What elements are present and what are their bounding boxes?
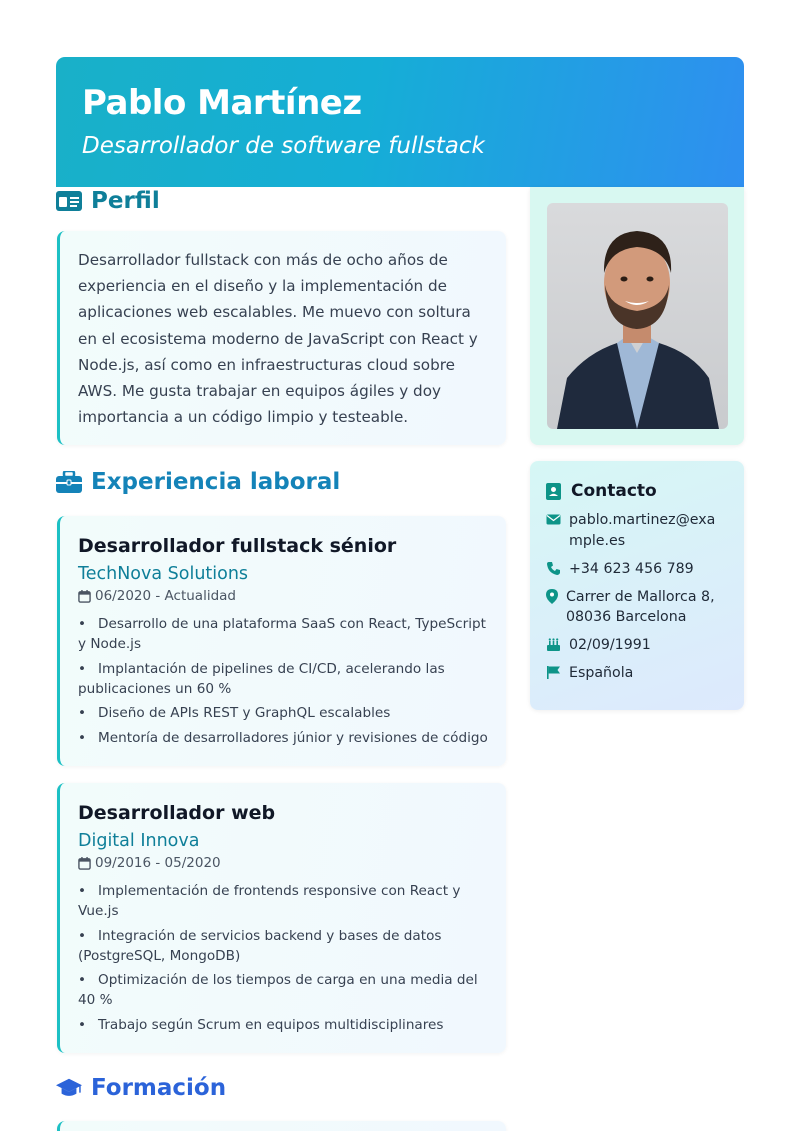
contact-title: Contacto (571, 481, 657, 501)
job-dates-text: 06/2020 - Actualidad (95, 588, 236, 604)
education-section-title (56, 1075, 226, 1101)
contact-email[interactable]: pablo.martinez@example.es (569, 512, 716, 549)
job-company: TechNova Solutions (78, 564, 249, 584)
job-dates (78, 853, 488, 873)
list-item: • Implementación de frontends responsive con React y Vue.js (78, 881, 488, 921)
education-card (57, 1121, 506, 1131)
person-role: Desarrollador de software fullstack (82, 133, 485, 159)
header-banner (56, 57, 744, 187)
contact-nationality-row (546, 663, 728, 684)
contact-birthdate-row (546, 635, 728, 656)
job-card (57, 516, 506, 766)
calendar-icon (78, 857, 91, 870)
id-card-icon (56, 190, 82, 212)
profile-title: Perfil (91, 188, 160, 214)
job-dates (78, 586, 488, 606)
map-marker-icon (546, 589, 558, 604)
address-book-icon (546, 483, 561, 500)
job-title: Desarrollador fullstack sénior (78, 535, 397, 557)
list-item: • Integración de servicios backend y bases de datos (PostgreSQL, MongoDB) (78, 926, 488, 966)
job-bullets (78, 614, 488, 748)
contact-address: Carrer de Mallorca 8, 08036 Barcelona (566, 588, 715, 625)
person-name: Pablo Martínez (82, 83, 362, 123)
contact-address-row (546, 587, 728, 628)
briefcase-icon (56, 471, 82, 493)
calendar-icon (78, 590, 91, 603)
list-item: • Desarrollo de una plataforma SaaS con React, TypeScript y Node.js (78, 614, 488, 654)
job-card (57, 783, 506, 1053)
experience-title: Experiencia laboral (91, 469, 341, 495)
birthday-cake-icon (546, 637, 561, 652)
graduation-cap-icon (56, 1077, 82, 1099)
list-item: • Diseño de APIs REST y GraphQL escalables (78, 703, 488, 723)
contact-nationality: Española (569, 665, 634, 681)
contact-email-row (546, 510, 728, 551)
contact-birthdate: 02/09/1991 (569, 637, 651, 653)
contact-phone-row (546, 559, 728, 580)
profile-text: Desarrollador fullstack con más de ocho años de experiencia en el diseño y la implementación de aplicaciones web escalables. Me muevo con soltura en el ecosistema moderno de JavaScript con React y Node.js, así como en infraestructuras cloud sobre AWS. Me gusta trabajar en equipos ágiles y doy importancia a un código limpio y testeable. (78, 251, 478, 427)
job-dates-text: 09/2016 - 05/2020 (95, 855, 221, 871)
contact-phone[interactable]: +34 623 456 789 (569, 560, 694, 577)
contact-title-row (546, 481, 728, 501)
list-item: • Mentoría de desarrolladores júnior y revisiones de código (78, 728, 488, 748)
education-title: Formación (91, 1075, 227, 1101)
list-item: • Implantación de pipelines de CI/CD, acelerando las publicaciones un 60 % (78, 659, 488, 699)
profile-section-title (56, 188, 160, 214)
envelope-icon (546, 512, 561, 527)
experience-section-title (56, 469, 340, 495)
profile-photo (547, 203, 728, 429)
list-item: • Optimización de los tiempos de carga en una media del 40 % (78, 970, 488, 1010)
job-title: Desarrollador web (78, 802, 276, 824)
photo-frame (530, 187, 744, 445)
job-bullets (78, 881, 488, 1035)
list-item: • Trabajo según Scrum en equipos multidisciplinares (78, 1015, 488, 1035)
job-company: Digital Innova (78, 831, 200, 851)
contact-card (530, 461, 744, 710)
profile-card (57, 231, 506, 445)
flag-icon (546, 665, 561, 680)
phone-icon (546, 561, 561, 576)
